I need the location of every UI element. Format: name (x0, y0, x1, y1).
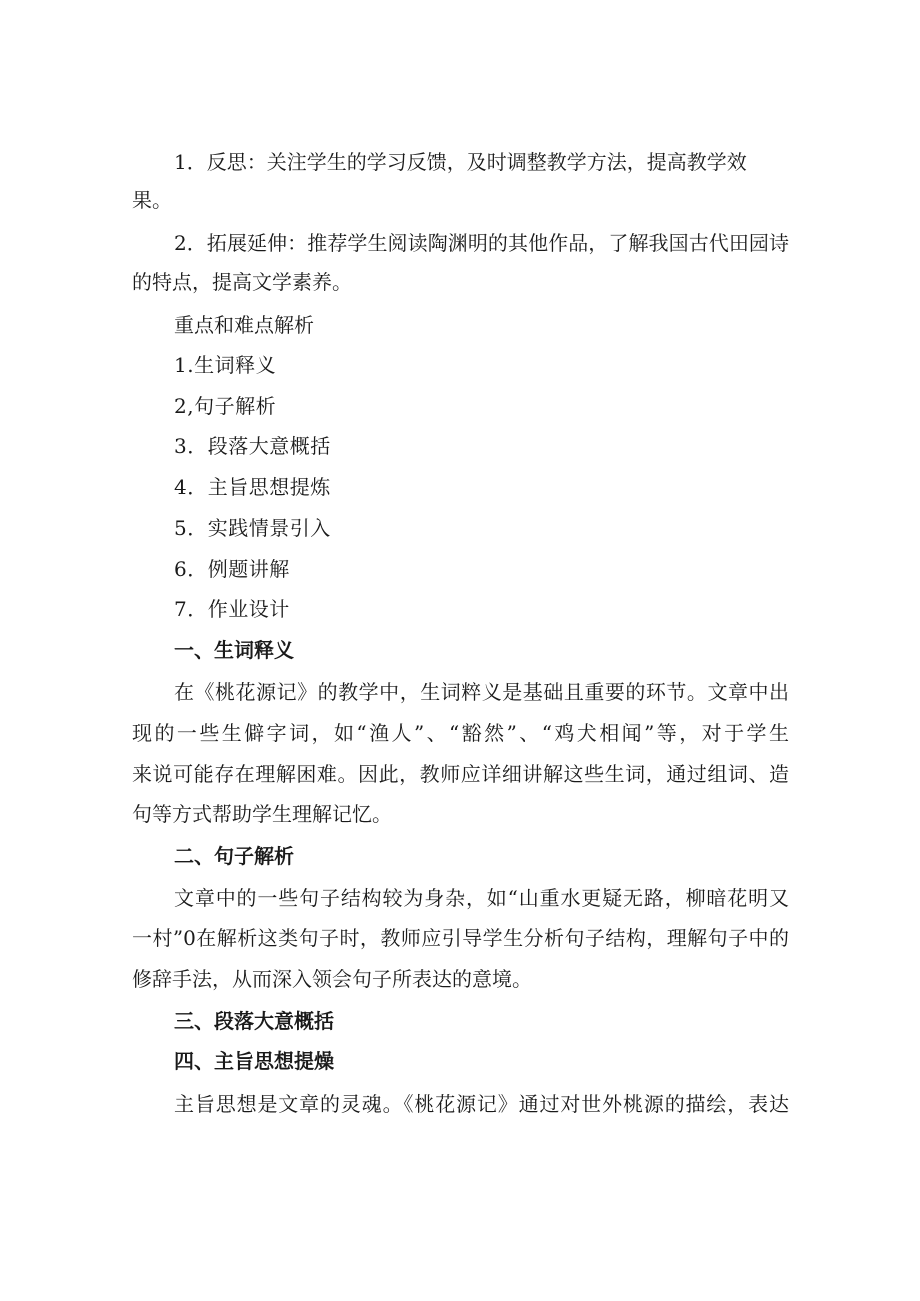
vocabulary-line-2: 现的一些生僻字词，如“渔人”、“豁然”、“鸡犬相闻”等，对于学生 (132, 721, 789, 745)
sentences-line-1: 文章中的一些句子结构较为身杂，如“山重水更疑无路，柳暗花明又 (174, 886, 789, 910)
section-heading-key-points: 重点和难点解析 (174, 313, 314, 337)
main-idea-line-1: 主旨思想是文章的灵魂。《桃花源记》通过对世外桃源的描绘，表达 (174, 1092, 789, 1116)
list-item: 3．段落大意概括 (174, 434, 331, 458)
list-item: 1.生词释义 (174, 353, 277, 377)
list-item: 6．例题讲解 (174, 557, 290, 581)
vocabulary-line-4: 句等方式帮助学生理解记忆。 (132, 802, 392, 826)
list-item: 2,句子解析 (174, 394, 277, 418)
vocabulary-line-3: 来说可能存在理解困难。因此，教师应详细讲解这些生词，通过组词、造 (132, 762, 789, 786)
list-item: 7．作业设计 (174, 597, 290, 621)
section-heading-paragraph-summary: 三、段落大意概括 (174, 1009, 334, 1033)
paragraph-extension-line-2: 的特点，提高文学素养。 (132, 270, 352, 294)
paragraph-reflection-line-1: 1．反思：关注学生的学习反馈，及时调整教学方法，提高教学效 (174, 150, 747, 174)
paragraph-extension-line-1: 2．拓展延伸：推荐学生阅读陶渊明的其他作品，了解我国古代田园诗 (174, 231, 789, 255)
list-item: 5．实践情景引入 (174, 516, 331, 540)
vocabulary-line-1: 在《桃花源记》的教学中，生词粹义是基础且重要的环节。文章中出 (174, 680, 789, 704)
section-heading-vocabulary: 一、生词释义 (174, 638, 294, 662)
list-item: 4．主旨思想提炼 (174, 475, 331, 499)
section-heading-main-idea: 四、主旨思想提燥 (174, 1049, 334, 1073)
sentences-line-2: 一村”0在解析这类句子时，教师应引导学生分析句子结构，理解句子中的 (132, 926, 789, 950)
paragraph-reflection-line-2: 果。 (132, 188, 172, 212)
sentences-line-3: 修辞手法，从而深入领会句子所表达的意境。 (132, 967, 532, 991)
section-heading-sentences: 二、句子解析 (174, 844, 294, 868)
